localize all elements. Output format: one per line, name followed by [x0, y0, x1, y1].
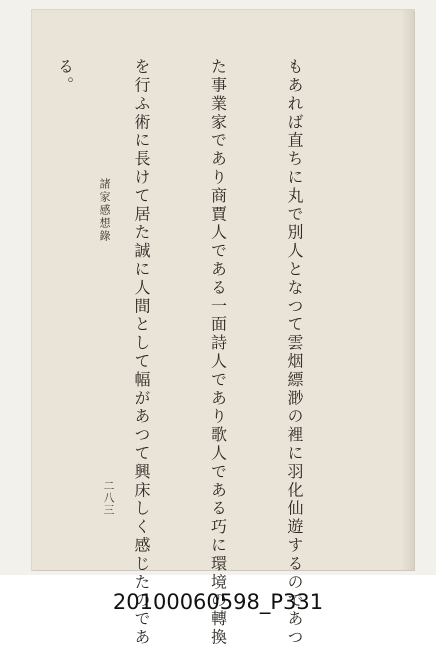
text-line: た事業家であり商賈人である一面詩人であり歌人である巧に環境の轉換	[208, 58, 228, 647]
running-head: 諸家感想錄	[98, 178, 111, 243]
text-line: を行ふ術に長けて居た誠に人間として幅があつて興床しく感じたのであ	[132, 58, 151, 647]
page-number: 二八三	[102, 480, 115, 516]
text-line	[0, 58, 1, 488]
text-line: もあれば直ちに丸で別人となつて雲烟縹渺の裡に羽化仙遊するのであつ	[285, 58, 304, 647]
image-caption: 20100060598_P331	[112, 590, 324, 614]
text-line: る。	[55, 58, 75, 95]
page-fold	[402, 10, 414, 570]
